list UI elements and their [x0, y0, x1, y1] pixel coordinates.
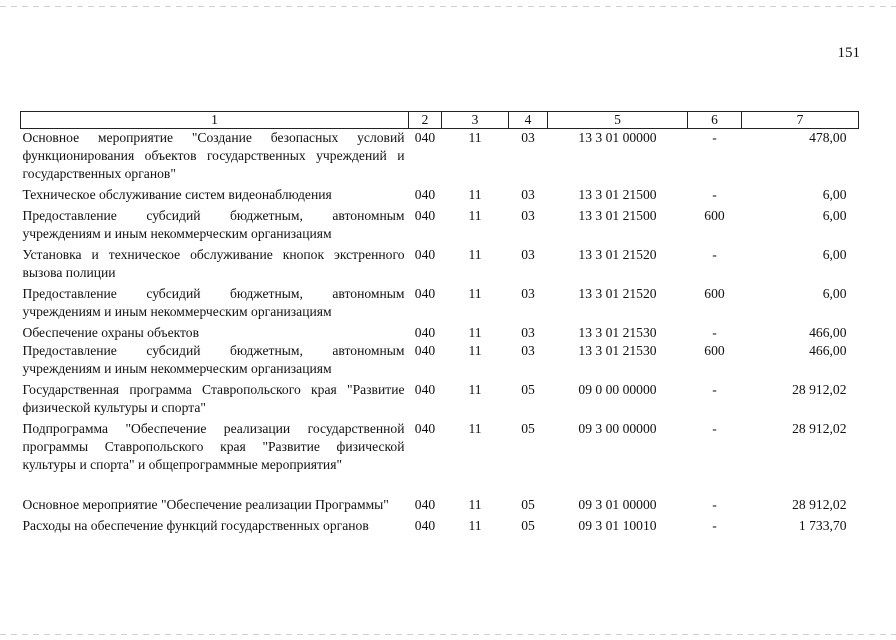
cell-expense-type: - [712, 497, 717, 512]
cell-target-code: 09 3 01 00000 [578, 497, 657, 512]
cell-subsection: 03 [521, 343, 535, 358]
table-row [21, 324, 859, 342]
row-name: Государственная программа Ставропольского края "Развитие физической культуры и спорта" [22, 382, 405, 415]
cell-expense-type: 600 [704, 286, 725, 301]
cell-section: 11 [468, 187, 482, 202]
row-name: Обеспечение охраны объектов [22, 325, 200, 340]
cell-ministry: 040 [414, 497, 436, 512]
scan-edge-top [0, 6, 896, 7]
cell-expense-type: - [712, 518, 717, 533]
header-row [21, 112, 859, 129]
page-number: 151 [837, 45, 860, 61]
cell-section: 11 [468, 343, 482, 358]
cell-amount: 6,00 [822, 247, 847, 262]
scan-edge-bottom [0, 634, 896, 635]
cell-subsection: 05 [521, 497, 535, 512]
cell-expense-type: - [712, 325, 717, 340]
cell-ministry: 040 [414, 343, 436, 358]
column-header: 4 [509, 112, 548, 129]
cell-ministry: 040 [414, 208, 436, 223]
cell-expense-type: - [712, 421, 717, 436]
cell-subsection: 03 [521, 208, 535, 223]
cell-amount: 466,00 [809, 343, 847, 358]
cell-target-code: 13 3 01 21520 [578, 247, 657, 262]
cell-section: 11 [468, 247, 482, 262]
cell-ministry: 040 [414, 247, 436, 262]
column-header: 7 [742, 112, 859, 129]
table-row [21, 207, 859, 246]
budget-table [20, 111, 859, 535]
cell-ministry: 040 [414, 421, 436, 436]
cell-subsection: 05 [521, 382, 535, 397]
row-name: Установка и техническое обслуживание кнопок экстренного вызова полиции [22, 247, 405, 280]
row-name: Предоставление субсидий бюджетным, автономным учреждениям и иным некоммерческим организациям [22, 343, 405, 376]
cell-subsection: 05 [521, 421, 535, 436]
cell-subsection: 05 [521, 518, 535, 533]
cell-expense-type: 600 [704, 208, 725, 223]
row-name: Основное мероприятие "Создание безопасных условий функционирования объектов государственных учреждений и государственных органов" [22, 130, 405, 181]
cell-amount: 478,00 [809, 130, 847, 145]
column-header: 3 [442, 112, 509, 129]
cell-section: 11 [468, 325, 482, 340]
cell-section: 11 [468, 518, 482, 533]
cell-ministry: 040 [414, 382, 436, 397]
cell-amount: 1 733,70 [798, 518, 847, 533]
cell-expense-type: 600 [704, 343, 725, 358]
cell-amount: 28 912,02 [792, 382, 847, 397]
column-header: 6 [688, 112, 742, 129]
cell-subsection: 03 [521, 325, 535, 340]
table-row [21, 420, 859, 496]
row-name: Техническое обслуживание систем видеонаблюдения [22, 187, 332, 202]
cell-expense-type: - [712, 382, 717, 397]
cell-ministry: 040 [414, 325, 436, 340]
table-row [21, 129, 859, 187]
cell-expense-type: - [712, 187, 717, 202]
row-name: Подпрограмма "Обеспечение реализации государственной программы Ставропольского края "Развитие физической культуры и спорта" и общепрограммные мероприятия" [22, 421, 405, 472]
table-row [21, 186, 859, 207]
cell-section: 11 [468, 497, 482, 512]
table-row [21, 496, 859, 517]
cell-section: 11 [468, 382, 482, 397]
row-name: Предоставление субсидий бюджетным, автономным учреждениям и иным некоммерческим организациям [22, 286, 405, 319]
cell-section: 11 [468, 286, 482, 301]
cell-expense-type: - [712, 247, 717, 262]
cell-target-code: 13 3 01 21530 [578, 325, 657, 340]
cell-target-code: 13 3 01 21530 [578, 343, 657, 358]
row-name: Основное мероприятие "Обеспечение реализации Программы" [22, 497, 389, 512]
cell-target-code: 09 0 00 00000 [578, 382, 657, 397]
cell-target-code: 09 3 00 00000 [578, 421, 657, 436]
row-name: Расходы на обеспечение функций государственных органов [22, 518, 369, 533]
cell-ministry: 040 [414, 518, 436, 533]
cell-subsection: 03 [521, 187, 535, 202]
table-row [21, 285, 859, 324]
cell-target-code: 13 3 01 00000 [578, 130, 657, 145]
cell-amount: 28 912,02 [792, 421, 847, 436]
cell-target-code: 09 3 01 10010 [578, 518, 657, 533]
cell-subsection: 03 [521, 247, 535, 262]
cell-section: 11 [468, 130, 482, 145]
cell-amount: 28 912,02 [792, 497, 847, 512]
cell-ministry: 040 [414, 130, 436, 145]
cell-amount: 466,00 [809, 325, 847, 340]
cell-section: 11 [468, 208, 482, 223]
cell-section: 11 [468, 421, 482, 436]
table-row [21, 381, 859, 420]
cell-target-code: 13 3 01 21520 [578, 286, 657, 301]
column-header: 1 [21, 112, 409, 129]
cell-amount: 6,00 [822, 187, 847, 202]
cell-expense-type: - [712, 130, 717, 145]
column-header: 2 [409, 112, 442, 129]
cell-ministry: 040 [414, 187, 436, 202]
table-row [21, 342, 859, 381]
table-row [21, 246, 859, 285]
column-header: 5 [548, 112, 688, 129]
cell-subsection: 03 [521, 286, 535, 301]
cell-ministry: 040 [414, 286, 436, 301]
table-row [21, 517, 859, 535]
cell-target-code: 13 3 01 21500 [578, 187, 657, 202]
cell-subsection: 03 [521, 130, 535, 145]
cell-target-code: 13 3 01 21500 [578, 208, 657, 223]
cell-amount: 6,00 [822, 208, 847, 223]
row-name: Предоставление субсидий бюджетным, автономным учреждениям и иным некоммерческим организациям [22, 208, 405, 241]
cell-amount: 6,00 [822, 286, 847, 301]
